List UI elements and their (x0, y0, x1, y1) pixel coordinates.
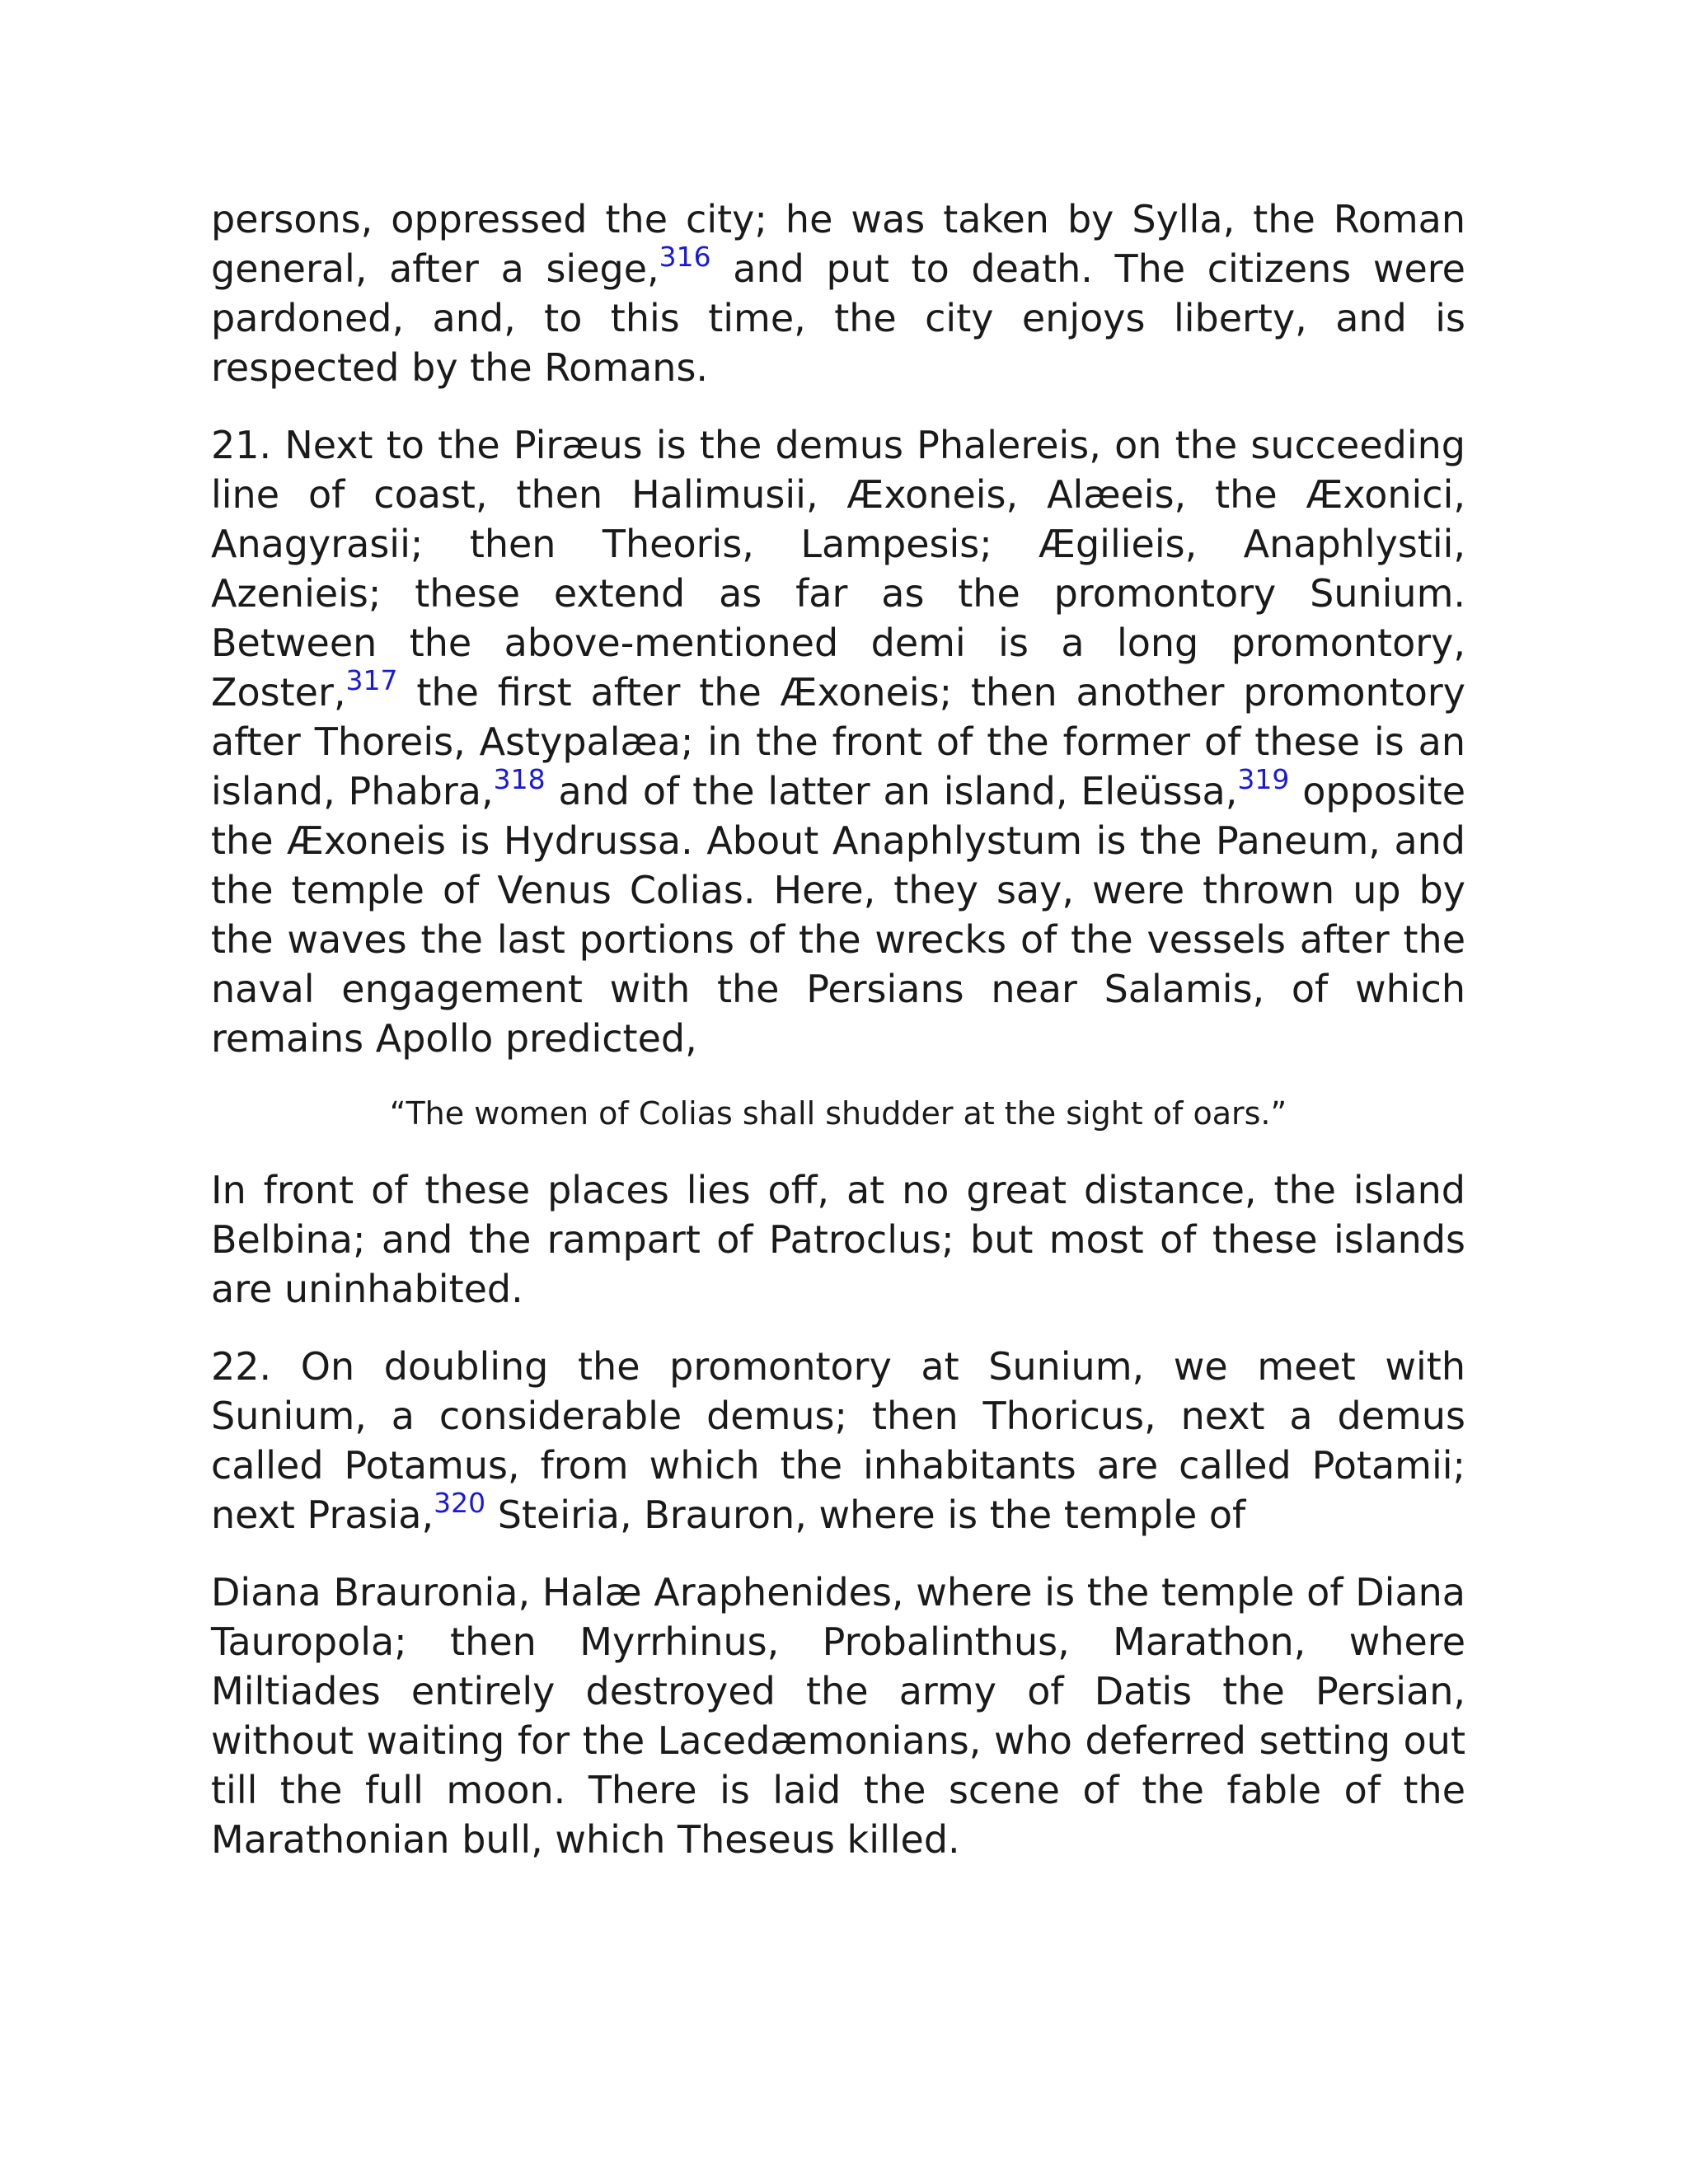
text-run: opposite the Æxoneis is Hydrussa. About Anaphlystum is the Paneum, and the temple of Venus Colias. Here, they say, were thrown up by the waves the last portions of the wrecks of the vessels after the naval engagement with the Persians near Salamis, of which remains Apollo predicted, (211, 769, 1465, 1061)
text-run: Steiria, Brauron, where is the temple of (485, 1493, 1246, 1537)
text-run: In front of these places lies off, at no great distance, the island Belbina; and the rampart of Patroclus; but most of these islands are uninhabited. (211, 1168, 1465, 1311)
footnote-link-318[interactable]: 318 (493, 763, 546, 795)
paragraph-siege (211, 194, 1465, 392)
footnote-link-316[interactable]: 316 (659, 241, 711, 273)
paragraph-22 (211, 1342, 1465, 1540)
text-run: and of the latter an island, Eleüssa, (545, 769, 1238, 813)
page-body (211, 194, 1465, 1892)
verse-quote: “The women of Colias shall shudder at the sight of oars.” (389, 1095, 1287, 1132)
footnote-link-320[interactable]: 320 (434, 1487, 486, 1519)
text-run: 21. Next to the Piræus is the demus Phalereis, on the succeeding line of coast, then Halimusii, Æxoneis, Alæeis, the Æxonici, Anagyrasii; then Theoris, Lampesis; Ægilieis, Anaphlystii, Azenieis; these extend as far as the promontory Sunium. Between the above-mentioned demi is a long promontory, Zoster, (211, 423, 1465, 715)
footnote-link-319[interactable]: 319 (1237, 763, 1290, 795)
paragraph-21 (211, 420, 1465, 1063)
text-run: persons, oppressed the city; he was taken by Sylla, the Roman general, after a siege, (211, 197, 1465, 291)
text-run: the first after the Æxoneis; then another promontory after Thoreis, Astypalæa; in the front of the former of these is an island, Phabra, (211, 670, 1465, 813)
text-run: Diana Brauronia, Halæ Araphenides, where is the temple of Diana Tauropola; then Myrrhinus, Probalinthus, Marathon, where Miltiades entirely destroyed the army of Datis the Persian, without waiting for the Lacedæmonians, who deferred setting out till the full moon. There is laid the scene of the fable of the Marathonian bull, which Theseus killed. (211, 1570, 1465, 1862)
text-run: 22. On doubling the promontory at Sunium, we meet with Sunium, a considerable demus; then Thoricus, next a demus called Potamus, from which the inhabitants are called Potamii; next Prasia, (211, 1344, 1465, 1537)
paragraph-belbina (211, 1165, 1465, 1314)
footnote-link-317[interactable]: 317 (345, 664, 398, 696)
paragraph-brauronia (211, 1568, 1465, 1864)
text-run: and put to death. The citizens were pardoned, and, to this time, the city enjoys liberty, and is respected by the Romans. (211, 246, 1465, 390)
